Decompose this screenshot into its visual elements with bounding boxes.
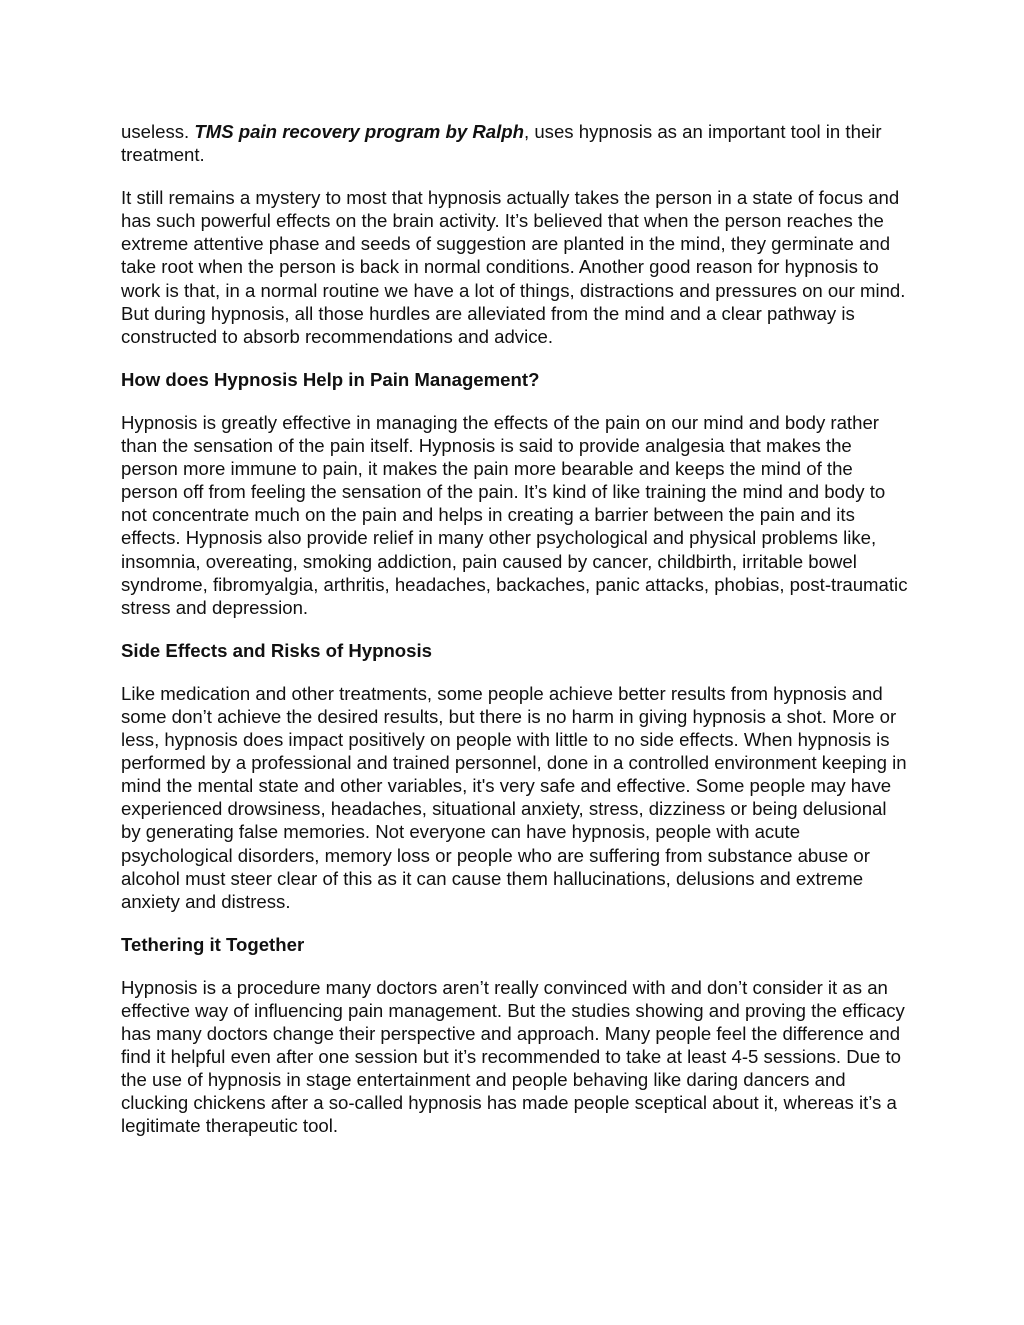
pain-management-heading: How does Hypnosis Help in Pain Management? — [121, 368, 540, 390]
intro-paragraph — [121, 120, 911, 166]
intro-lead: useless. — [121, 121, 195, 142]
document-page — [121, 120, 911, 1158]
program-name: TMS pain recovery program by Ralph — [194, 121, 524, 142]
intro-tail: , uses hypnosis as an important tool in their treatment. — [121, 121, 882, 166]
pain-management-paragraph: Hypnosis is greatly effective in managing the effects of the pain on our mind and body rather than the sensation of the pain itself. Hypnosis is said to provide analgesia that makes the person more immune to pain, it makes the pain more bearable and keeps the mind of the person off from feeling the sensation of the pain. It’s kind of like training the mind and body to not concentrate much on the pain and helps in creating a barrier between the pain and its effects. Hypnosis also provide relief in many other psychological and physical problems like, insomnia, overeating, smoking addiction, pain caused by cancer, childbirth, irritable bowel syndrome, fibromyalgia, arthritis, headaches, backaches, panic attacks, phobias, post-traumatic stress and depression. — [121, 411, 908, 618]
side-effects-paragraph: Like medication and other treatments, some people achieve better results from hypnosis and some don’t achieve the desired results, but there is no harm in giving hypnosis a shot. More or less, hypnosis does impact positively on people with little to no side effects. When hypnosis is performed by a professional and trained personnel, done in a controlled environment keeping in mind the mental state and other variables, it's very safe and effective. Some people may have experienced drowsiness, headaches, situational anxiety, stress, dizziness or being delusional by generating false memories. Not everyone can have hypnosis, people with acute psychological disorders, memory loss or people who are suffering from substance abuse or alcohol must steer clear of this as it can cause them hallucinations, delusions and extreme anxiety and distress. — [121, 682, 907, 912]
conclusion-heading: Tethering it Together — [121, 933, 305, 955]
mystery-paragraph: It still remains a mystery to most that hypnosis actually takes the person in a state of focus and has such powerful effects on the brain activity. It’s believed that when the person reaches the extreme attentive phase and seeds of suggestion are planted in the mind, they germinate and take root when the person is back in normal conditions. Another good reason for hypnosis to work is that, in a normal routine we have a lot of things, distractions and pressures on our mind. But during hypnosis, all those hurdles are alleviated from the mind and a clear pathway is constructed to absorb recommendations and advice. — [121, 187, 906, 347]
side-effects-heading: Side Effects and Risks of Hypnosis — [121, 639, 433, 661]
conclusion-paragraph: Hypnosis is a procedure many doctors aren’t really convinced with and don’t consider it as an effective way of influencing pain management. But the studies showing and proving the efficacy has many doctors change their perspective and approach. Many people feel the difference and find it helpful even after one session but it’s recommended to take at least 4-5 sessions. Due to the use of hypnosis in stage entertainment and people behaving like daring dancers and clucking chickens after a so-called hypnosis has made people sceptical about it, whereas it’s a legitimate therapeutic tool. — [121, 976, 905, 1137]
